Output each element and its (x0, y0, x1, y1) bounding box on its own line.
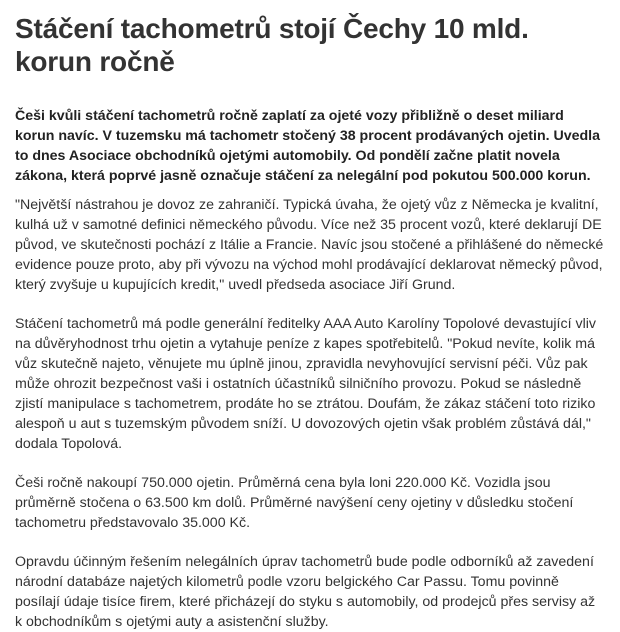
article-headline: Stáčení tachometrů stojí Čechy 10 mld. korun ročně (15, 13, 529, 77)
article-perex: Češi kvůli stáčení tachometrů ročně zaplatí za ojeté vozy přibližně o deset miliard korun navíc. V tuzemsku má tachometr stočený 38 procent prodávaných ojetin. Uvedla to dnes Asociace obchodníků ojetými automobily. Od pondělí začne platit novela zákona, která poprvé jasně označuje stáčení za nelegální pod pokutou 500.000 korun. (15, 108, 601, 184)
article-paragraph: "Největší nástrahou je dovoz ze zahraničí. Typická úvaha, že ojetý vůz z Německa je kvalitní, kulhá už v samotné definici německého původu. Více než 35 procent vozů, které deklarují DE původ, ve skutečnosti pochází z Itálie a Francie. Navíc jsou stočené a přihlášené do německé evidence pouze proto, aby při vývozu na východ mohl prodávající deklarovat německý původ, který zvyšuje u kupujících kredit," uvedl předseda asociace Jiří Grund. (15, 197, 604, 293)
article-paragraph: Stáčení tachometrů má podle generální ředitelky AAA Auto Karolíny Topolové devastující vliv na důvěryhodnost trhu ojetin a vytahuje peníze z kapes spotřebitelů. "Pokud nevíte, kolik má vůz skutečně najeto, věnujete mu úplně jinou, zpravidla nevyhovující servisní péči. Vůz pak může ohrozit bezpečnost vaši i ostatních účastníků silničního provozu. Pokud se následně zjistí manipulace s tachometrem, prodáte ho se ztrátou. Doufám, že zákaz stáčení toto riziko alespoň u aut s tuzemským původem sníží. U dovozových ojetin však problém zůstává dál," dodala Topolová. (15, 316, 596, 452)
article-paragraph: Češi ročně nakoupí 750.000 ojetin. Průměrná cena byla loni 220.000 Kč. Vozidla jsou průměrně stočena o 63.500 km dolů. Průměrné navýšení ceny ojetiny v důsledku stočení tachometru představovalo 35.000 Kč. (15, 475, 574, 531)
article-paragraph: Opravdu účinným řešením nelegálních úprav tachometrů bude podle odborníků až zavedení národní databáze najetých kilometrů podle vzoru belgického Car Passu. Tomu povinně posílají údaje tisíce firem, které přicházejí do styku s automobily, od prodejců přes servisy až k obchodníkům s ojetými auty a asistenční služby. (15, 554, 596, 630)
